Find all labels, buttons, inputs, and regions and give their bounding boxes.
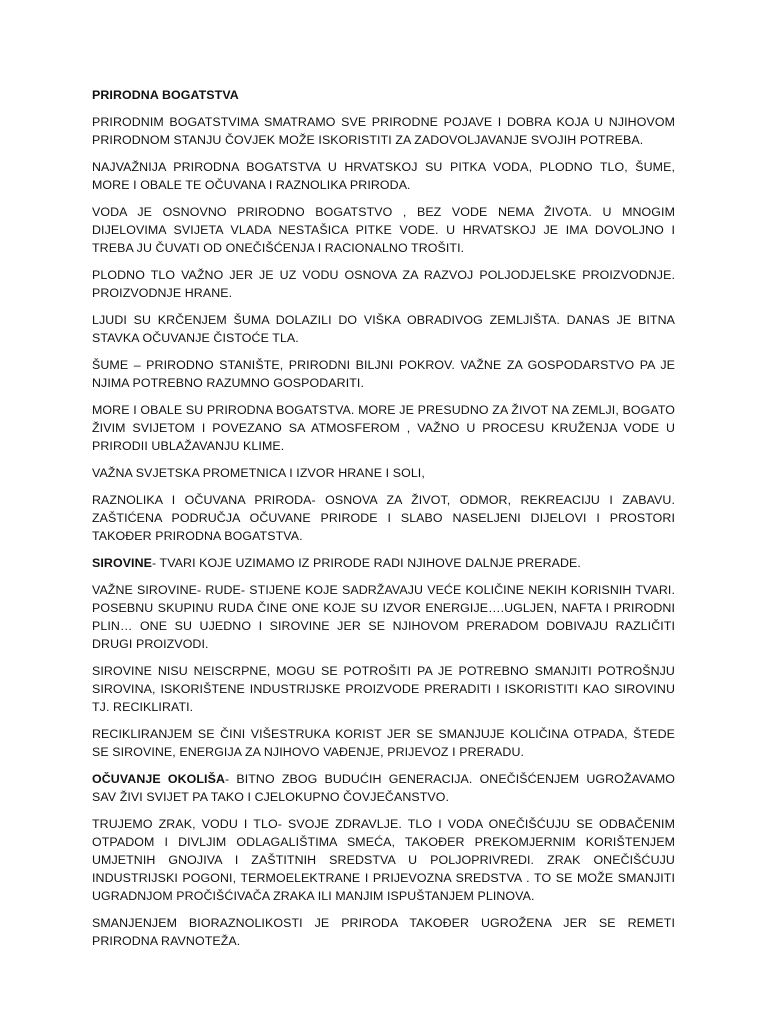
paragraph-text: VODA JE OSNOVNO PRIRODNO BOGATSTVO , BEZ VODE NEMA ŽIVOTA. U MNOGIM DIJELOVIMA SVIJETA VLADA NESTAŠICA PITKE VODE. U HRVATSKOJ JE IMA DOVOLJNO I TREBA JU ČUVATI OD ONEČIŠĆENJA I RACIONALNO TROŠITI.: [92, 205, 675, 255]
paragraph-text: SIROVINE NISU NEISCRPNE, MOGU SE POTROŠITI PA JE POTREBNO SMANJITI POTROŠNJU SIROVINA, ISKORIŠTENE INDUSTRIJSKE PROIZVODE PRERADITI I ISKORISTITI KAO SIROVINU TJ. RECIKLIRATI.: [92, 664, 675, 714]
paragraph: [92, 662, 675, 716]
paragraph: [92, 464, 675, 482]
paragraph-text: TRUJEMO ZRAK, VODU I TLO- SVOJE ZDRAVLJE. TLO I VODA ONEČIŠĆUJU SE ODBAČENIM OTPADOM I DIVLJIM ODLAGALIŠTIMA SMEĆA, TAKOĐER PREKOMJERNIM KORIŠTENJEM UMJETNIH GNOJIVA I ZAŠTITNIH SREDSTVA U POLJOPRIVREDI. ZRAK ONEČIŠĆUJU INDUSTRIJSKI POGONI, TERMOELEKTRANE I PRIJEVOZNA SREDSTVA . TO SE MOŽE SMANJITI UGRADNJOM PROČIŠĆIVAČA ZRAKA ILI MANJIM ISPUŠTANJEM PLINOVA.: [92, 817, 675, 903]
paragraph: [92, 203, 675, 257]
paragraph-text: LJUDI SU KRČENJEM ŠUMA DOLAZILI DO VIŠKA OBRADIVOG ZEMLJIŠTA. DANAS JE BITNA STAVKA OČUVANJE ČISTOĆE TLA.: [92, 313, 675, 345]
paragraph: [92, 725, 675, 761]
paragraph-text: ŠUME – PRIRODNO STANIŠTE, PRIRODNI BILJNI POKROV. VAŽNE ZA GOSPODARSTVO PA JE NJIMA POTREBNO RAZUMNO GOSPODARITI.: [92, 358, 675, 390]
paragraph: [92, 914, 675, 950]
paragraph: [92, 491, 675, 545]
paragraph: [92, 401, 675, 455]
paragraph: [92, 266, 675, 302]
paragraph-text: NAJVAŽNIJA PRIRODNA BOGATSTVA U HRVATSKOJ SU PITKA VODA, PLODNO TLO, ŠUME, MORE I OBALE TE OČUVANA I RAZNOLIKA PRIRODA.: [92, 160, 675, 192]
paragraph: [92, 815, 675, 905]
paragraph-term: OČUVANJE OKOLIŠA: [92, 772, 225, 786]
paragraph-text: PLODNO TLO VAŽNO JER JE UZ VODU OSNOVA ZA RAZVOJ POLJODJELSKE PROIZVODNJE. PROIZVODNJE HRANE.: [92, 268, 675, 300]
paragraph-text: - BITNO ZBOG BUDUĆIH GENERACIJA. ONEČIŠĆENJEM UGROŽAVAMO SAV ŽIVI SVIJET PA TAKO I CJELOKUPNO ČOVJEČANSTVO.: [92, 772, 675, 804]
paragraph-text: PRIRODNIM BOGATSTVIMA SMATRAMO SVE PRIRODNE POJAVE I DOBRA KOJA U NJIHOVOM PRIRODNOM STANJU ČOVJEK MOŽE ISKORISTITI ZA ZADOVOLJAVANJE SVOJIH POTREBA.: [92, 115, 675, 147]
paragraph-text: VAŽNE SIROVINE- RUDE- STIJENE KOJE SADRŽAVAJU VEĆE KOLIČINE NEKIH KORISNIH TVARI. POSEBNU SKUPINU RUDA ČINE ONE KOJE SU IZVOR ENERGIJE….UGLJEN, NAFTA I PRIRODNI PLIN… ONE SU UJEDNO I SIROVINE JER SE NJIHOVOM PRERADOM DOBIVAJU RAZLIČITI DRUGI PROIZVODI.: [92, 583, 675, 651]
paragraph-text: VAŽNA SVJETSKA PROMETNICA I IZVOR HRANE I SOLI,: [92, 466, 425, 480]
paragraph-text: RECIKLIRANJEM SE ČINI VIŠESTRUKA KORIST JER SE SMANJUJE KOLIČINA OTPADA, ŠTEDE SE SIROVINE, ENERGIJA ZA NJIHOVO VAĐENJE, PRIJEVOZ I PRERADU.: [92, 727, 675, 759]
paragraph: [92, 356, 675, 392]
paragraph: [92, 158, 675, 194]
paragraph-term: SIROVINE: [92, 556, 153, 570]
paragraph: [92, 113, 675, 149]
paragraph: [92, 554, 675, 572]
paragraph: [92, 770, 675, 806]
paragraph-text: SMANJENJEM BIORAZNOLIKOSTI JE PRIRODA TAKOĐER UGROŽENA JER SE REMETI PRIRODNA RAVNOTEŽA.: [92, 916, 675, 948]
document-page: [92, 86, 675, 959]
paragraph: [92, 311, 675, 347]
paragraph-text: RAZNOLIKA I OČUVANA PRIRODA- OSNOVA ZA ŽIVOT, ODMOR, REKREACIJU I ZABAVU. ZAŠTIĆENA PODRUČJA OČUVANE PRIRODE I SLABO NASELJENI DIJELOVI I PROSTORI TAKOĐER PRIRODNA BOGATSTVA.: [92, 493, 675, 543]
paragraph-text: - TVARI KOJE UZIMAMO IZ PRIRODE RADI NJIHOVE DALNJE PRERADE.: [152, 556, 581, 570]
paragraph-text: MORE I OBALE SU PRIRODNA BOGATSTVA. MORE JE PRESUDNO ZA ŽIVOT NA ZEMLJI, BOGATO ŽIVIM SVIJETOM I POVEZANO SA ATMOSFEROM , VAŽNO U PROCESU KRUŽENJA VODE U PRIRODII UBLAŽAVANJU KLIME.: [92, 403, 675, 453]
document-title: PRIRODNA BOGATSTVA: [92, 88, 239, 102]
paragraph: [92, 581, 675, 653]
